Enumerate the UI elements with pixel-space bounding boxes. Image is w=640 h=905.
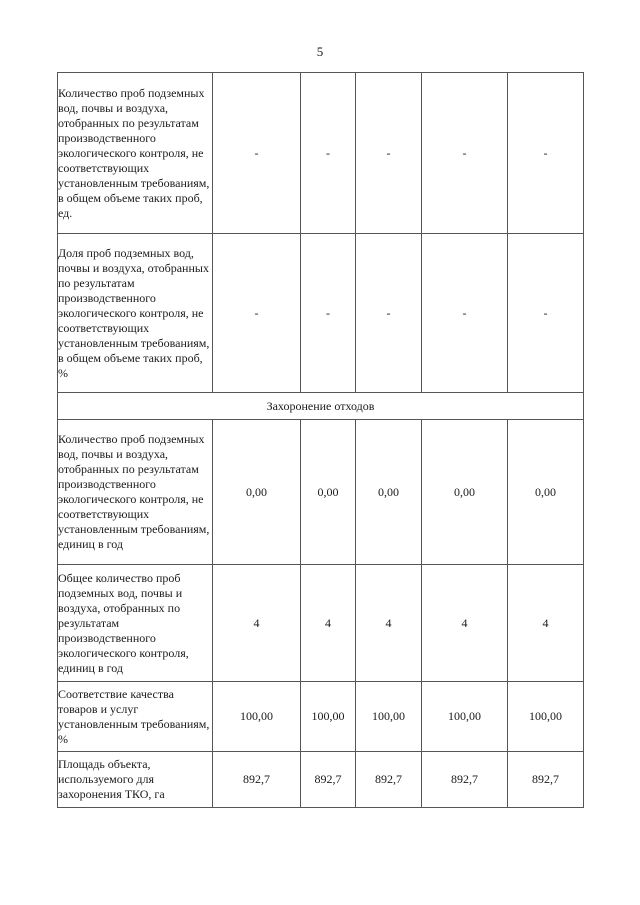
table-row xyxy=(58,752,584,808)
table-cell: 0,00 xyxy=(301,420,356,565)
page-number: 5 xyxy=(316,44,324,59)
row-label: Количество проб подземных вод, почвы и воздуха, отобранных по результатам производственного экологического контроля, не соответствующих установленным требованиям, единиц в год xyxy=(58,420,213,565)
table-cell: 0,00 xyxy=(422,420,508,565)
table-cell: - xyxy=(301,234,356,393)
table-cell: 100,00 xyxy=(213,682,301,752)
table-row xyxy=(58,234,584,393)
table-cell: 892,7 xyxy=(301,752,356,808)
table-cell: 100,00 xyxy=(301,682,356,752)
table-row xyxy=(58,565,584,682)
table-cell: 892,7 xyxy=(356,752,422,808)
table-cell: - xyxy=(356,234,422,393)
indicators-table xyxy=(57,72,584,808)
table-cell: - xyxy=(508,234,584,393)
table-cell: - xyxy=(422,234,508,393)
table-cell: 892,7 xyxy=(508,752,584,808)
table-cell: 0,00 xyxy=(213,420,301,565)
table-cell: 100,00 xyxy=(508,682,584,752)
table-cell: 100,00 xyxy=(356,682,422,752)
table-cell: - xyxy=(422,73,508,234)
row-label: Соответствие качества товаров и услуг установленным требованиям, % xyxy=(58,682,213,752)
row-label: Доля проб подземных вод, почвы и воздуха, отобранных по результатам производственного экологического контроля, не соответствующих установленным требованиям, в общем объеме таких проб, % xyxy=(58,234,213,393)
table-cell: - xyxy=(213,73,301,234)
row-label: Площадь объекта, используемого для захоронения ТКО, га xyxy=(58,752,213,808)
table-cell: 892,7 xyxy=(422,752,508,808)
table-row xyxy=(58,73,584,234)
table-cell: - xyxy=(508,73,584,234)
table-cell: 4 xyxy=(422,565,508,682)
table-cell: 0,00 xyxy=(356,420,422,565)
table-cell: 0,00 xyxy=(508,420,584,565)
table-cell: 4 xyxy=(213,565,301,682)
section-title: Захоронение отходов xyxy=(58,393,584,420)
table-cell: 4 xyxy=(508,565,584,682)
section-row xyxy=(58,393,584,420)
table-row xyxy=(58,420,584,565)
table-cell: 100,00 xyxy=(422,682,508,752)
table-cell: - xyxy=(213,234,301,393)
row-label: Количество проб подземных вод, почвы и воздуха, отобранных по результатам производственного экологического контроля, не соответствующих установленным требованиям, в общем объеме таких проб, ед. xyxy=(58,73,213,234)
table-cell: 4 xyxy=(301,565,356,682)
table-row xyxy=(58,682,584,752)
row-label: Общее количество проб подземных вод, почвы и воздуха, отобранных по результатам производственного экологического контроля, единиц в год xyxy=(58,565,213,682)
table-cell: - xyxy=(301,73,356,234)
table-cell: - xyxy=(356,73,422,234)
table-cell: 4 xyxy=(356,565,422,682)
table-cell: 892,7 xyxy=(213,752,301,808)
